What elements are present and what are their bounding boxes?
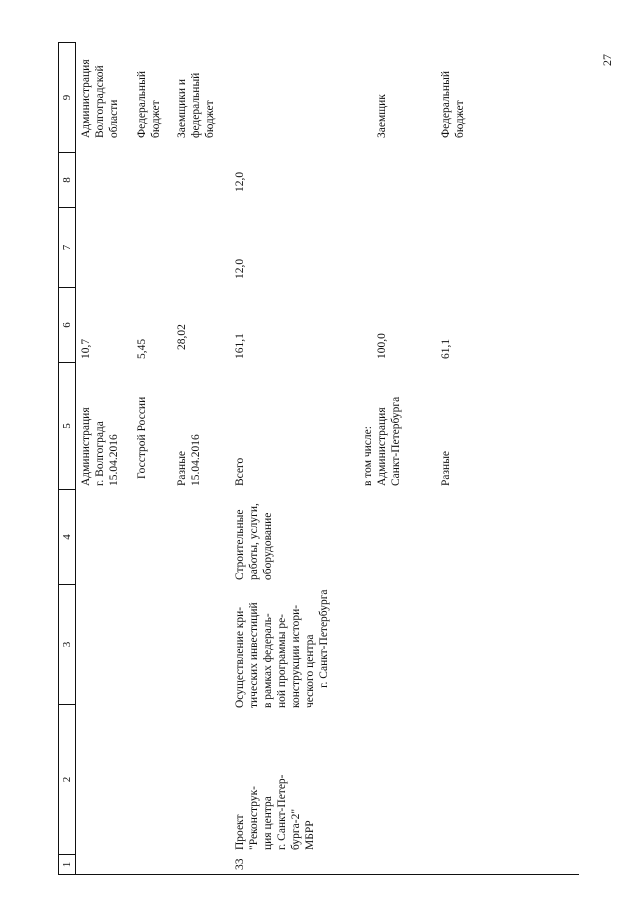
- cell-r4-c5: в том числе: Администрация Санкт-Петербурга: [362, 396, 402, 486]
- col-header-2: 2: [59, 704, 75, 854]
- data-table: [58, 42, 579, 875]
- cell-r3-c1: 33: [234, 858, 246, 870]
- cell-r1-c9: Федеральный бюджет: [136, 71, 162, 138]
- cell-r4-c6: 100,0: [376, 333, 388, 359]
- cell-r5-c5: Разные: [440, 450, 452, 486]
- cell-r0-c5: Администрация г. Волгограда 15.04.2016: [80, 407, 120, 486]
- cell-r3-c5: Всего: [234, 457, 246, 486]
- cell-r3-c7: 12,0: [234, 258, 246, 279]
- col-header-8: 8: [59, 152, 75, 207]
- col-header-6: 6: [59, 287, 75, 362]
- cell-r2-c6: 28,02: [176, 324, 188, 350]
- cell-r1-c6: 5,45: [136, 338, 148, 359]
- cell-r5-c6: 61,1: [440, 338, 452, 359]
- cell-r3-c8: 12,0: [234, 171, 246, 192]
- col-header-9: 9: [59, 42, 75, 152]
- cell-r0-c9: Администрация Волгоградской области: [80, 59, 120, 138]
- cell-r0-c6: 10,7: [80, 338, 92, 359]
- cell-r3-c4: Строительные работы, услуги, оборудование: [234, 503, 274, 580]
- cell-r1-c5: Госстрой России: [136, 396, 148, 479]
- col-header-7: 7: [59, 207, 75, 287]
- header-row: [59, 42, 76, 874]
- col-header-5: 5: [59, 362, 75, 489]
- page-number: 27: [600, 54, 614, 66]
- cell-r3-c6: 161,1: [234, 333, 246, 359]
- cell-r4-c9: Заемщик: [376, 94, 388, 138]
- col-header-3: 3: [59, 584, 75, 704]
- cell-r2-c5: Разные 15.04.2016: [176, 434, 202, 486]
- col-header-1: 1: [59, 854, 75, 874]
- cell-r3-c3: Осуществление кри- тических инвестиций в рамках федераль- ной программы ре- конструкции истори- ческого центра г. Санкт-Петербурга: [234, 589, 330, 708]
- cell-r2-c9: Заемщики и федеральный бюджет: [176, 72, 216, 138]
- cell-r5-c9: Федеральный бюджет: [440, 71, 466, 138]
- col-header-4: 4: [59, 489, 75, 584]
- cell-r3-c2: Проект "Реконструк- ция центра г. Санкт-Петер- бурга-2" МБРР: [234, 774, 316, 850]
